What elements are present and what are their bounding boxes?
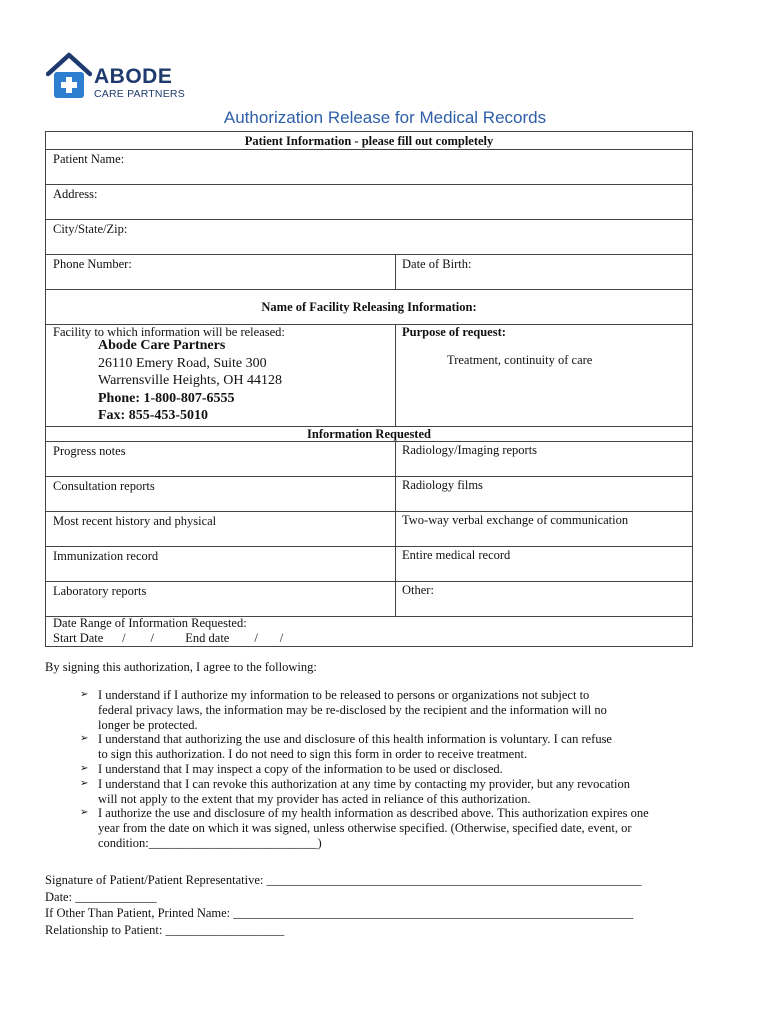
agreement-line: I understand if I authorize my information to be released to persons or organizations not subject to xyxy=(98,688,590,702)
date-line[interactable]: Date: _____________ xyxy=(45,889,157,904)
agreement-line: year from the date on which it was signed, unless otherwise specified. (Otherwise, specified date, event, or xyxy=(98,821,632,836)
phone-number-field[interactable]: Phone Number: xyxy=(53,257,132,271)
agreement-line: I understand that I may inspect a copy of the information to be used or disclosed. xyxy=(98,761,503,776)
address-field[interactable]: Address: xyxy=(53,187,98,201)
facility-address-line2: Warrensville Heights, OH 44128 xyxy=(98,373,282,388)
facility-header: Name of Facility Releasing Information: xyxy=(261,300,477,314)
house-cross-icon xyxy=(46,52,92,100)
date-range-label: Date Range of Information Requested: xyxy=(53,616,247,630)
verbal-exchange-option[interactable]: Two-way verbal exchange of communication xyxy=(402,513,629,527)
agreement-list xyxy=(80,688,728,851)
facility-name: Abode Care Partners xyxy=(98,338,226,353)
date-range-fields[interactable]: Start Date / / End date / / xyxy=(53,631,284,645)
patient-info-header: Patient Information - please fill out completely xyxy=(244,134,494,148)
consultation-reports-option[interactable]: Consultation reports xyxy=(53,479,155,493)
abode-logo xyxy=(46,52,186,102)
other-option[interactable]: Other: xyxy=(402,583,434,597)
agreement-line: I understand that authorizing the use and disclosure of this health information is voluntary. I can refuse xyxy=(98,732,612,747)
agreement-line: I authorize the use and disclosure of my health information as described above. This authorization expires one xyxy=(98,806,649,821)
arrow-bullet-icon: ➢ xyxy=(80,807,89,819)
printed-name-line[interactable]: If Other Than Patient, Printed Name: ________________________________________________________________ xyxy=(45,906,634,920)
agreement-line: I understand that I can revoke this authorization at any time by contacting my provider, but any revocation xyxy=(98,776,630,791)
arrow-bullet-icon: ➢ xyxy=(80,762,89,774)
radiology-films-option[interactable]: Radiology films xyxy=(402,478,483,492)
agreement-line: condition:___________________________) xyxy=(98,835,322,850)
laboratory-reports-option[interactable]: Laboratory reports xyxy=(53,584,147,598)
agreement-item xyxy=(80,688,728,732)
released-to-label: Facility to which information will be released: xyxy=(53,325,285,339)
agreement-line: will not apply to the extent that my provider has acted in reliance of this authorization. xyxy=(98,791,531,806)
purpose-label: Purpose of request: xyxy=(402,325,506,339)
facility-phone: Phone: 1-800-807-6555 xyxy=(98,390,235,406)
brand-name: ABODE xyxy=(94,65,173,88)
history-physical-option[interactable]: Most recent history and physical xyxy=(53,514,217,528)
purpose-value: Treatment, continuity of care xyxy=(447,353,593,367)
progress-notes-option[interactable]: Progress notes xyxy=(53,444,126,458)
agreement-item xyxy=(80,806,728,850)
entire-medical-record-option[interactable]: Entire medical record xyxy=(402,548,511,562)
signature-block xyxy=(45,872,641,938)
info-requested-header: Information Requested xyxy=(307,427,431,441)
relationship-line[interactable]: Relationship to Patient: ___________________ xyxy=(45,922,285,937)
immunization-record-option[interactable]: Immunization record xyxy=(53,549,159,563)
city-state-zip-field[interactable]: City/State/Zip: xyxy=(53,222,128,236)
facility-address-line1: 26110 Emery Road, Suite 300 xyxy=(98,355,267,371)
patient-name-field[interactable]: Patient Name: xyxy=(53,152,125,166)
radiology-imaging-option[interactable]: Radiology/Imaging reports xyxy=(402,443,538,457)
agreement-item xyxy=(80,732,728,762)
date-of-birth-field[interactable]: Date of Birth: xyxy=(402,257,472,271)
agreement-item xyxy=(80,777,728,807)
arrow-bullet-icon: ➢ xyxy=(80,733,89,745)
agreement-item xyxy=(80,762,728,777)
document-title: Authorization Release for Medical Records xyxy=(223,108,547,127)
brand-subname: CARE PARTNERS xyxy=(94,88,185,100)
arrow-bullet-icon: ➢ xyxy=(80,777,89,789)
agreement-line: federal privacy laws, the information may be re-disclosed by the recipient and the information will no xyxy=(98,702,607,717)
signature-line[interactable]: Signature of Patient/Patient Representative: ____________________________________________________________ xyxy=(45,873,642,887)
facility-address-block xyxy=(98,337,282,425)
facility-fax: Fax: 855-453-5010 xyxy=(98,408,209,423)
agreement-intro: By signing this authorization, I agree to the following: xyxy=(45,660,317,674)
arrow-bullet-icon: ➢ xyxy=(80,689,89,700)
agreement-line: longer be protected. xyxy=(98,717,198,732)
agreement-line: to sign this authorization. I do not need to sign this form in order to receive treatment. xyxy=(98,747,528,762)
